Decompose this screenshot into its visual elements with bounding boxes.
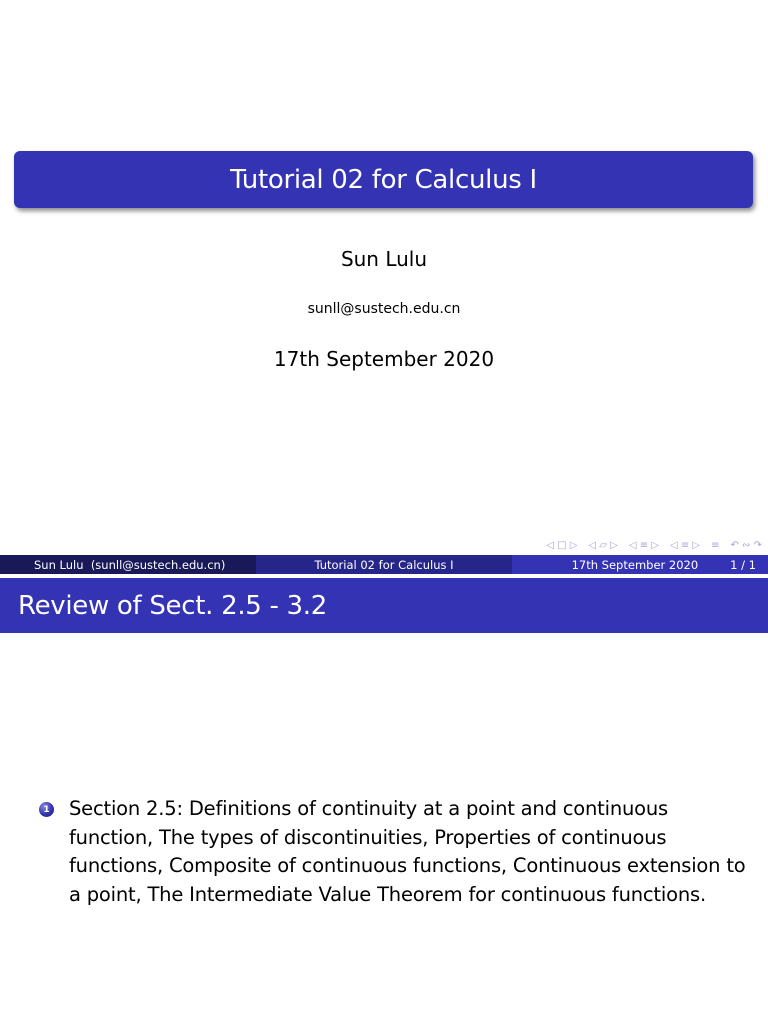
frame-title: Review of Sect. 2.5 - 3.2 bbox=[18, 590, 327, 621]
footer-title-text: Tutorial 02 for Calculus I bbox=[314, 557, 454, 572]
frame-title-bar bbox=[0, 578, 768, 633]
list-item bbox=[39, 795, 754, 909]
slide-footer bbox=[0, 555, 768, 574]
nav-subsection-icon[interactable]: ◁ ≡ ▷ bbox=[628, 539, 659, 551]
nav-slide-icon[interactable]: ◁ □ ▷ bbox=[546, 539, 578, 551]
item-text: Section 2.5: Definitions of continuity at a point and continuous function, The types of discontinuities, Properties of continuous functions, Composite of continuous functions, Continuous extension to a point, The Intermediate Value Theorem for continuous functions. bbox=[69, 797, 746, 906]
presentation-date: 17th September 2020 bbox=[273, 347, 495, 371]
footer-author bbox=[0, 555, 256, 574]
author-email: sunll@sustech.edu.cn bbox=[307, 301, 461, 317]
nav-toc-icon[interactable]: ≡ bbox=[711, 539, 720, 551]
title-block bbox=[14, 151, 753, 208]
author-name: Sun Lulu bbox=[340, 247, 428, 271]
footer-author-text: Sun Lulu (sunll@sustech.edu.cn) bbox=[34, 557, 226, 572]
nav-back-search-icon[interactable]: ↶ ∾ ↷ bbox=[730, 539, 762, 551]
page-number: 1 / 1 bbox=[730, 557, 756, 572]
nav-section-icon[interactable]: ◁ ≡ ▷ bbox=[669, 539, 701, 551]
footer-date bbox=[512, 555, 768, 574]
nav-frame-icon[interactable]: ◁ ▱ ▷ bbox=[588, 539, 618, 551]
footer-title bbox=[256, 555, 512, 574]
footer-date-text: 17th September 2020 bbox=[571, 557, 699, 572]
presentation-title: Tutorial 02 for Calculus I bbox=[230, 164, 537, 195]
beamer-navigation-bar bbox=[546, 537, 762, 553]
item-number: 1 bbox=[43, 804, 50, 815]
enumerate-ball-icon bbox=[39, 802, 54, 817]
